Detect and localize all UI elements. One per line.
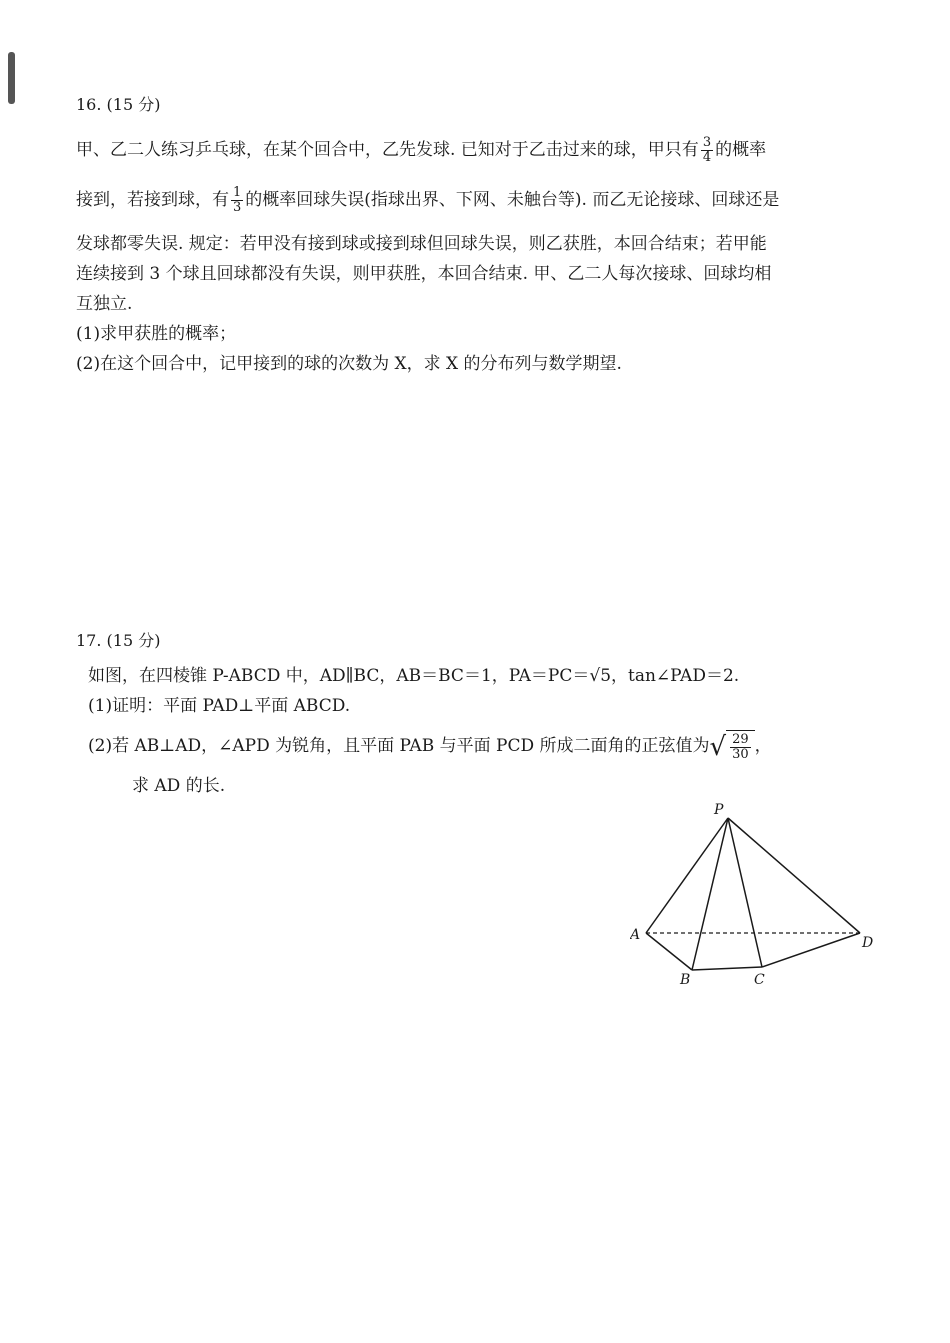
q17-subquestion-2: (2)若 AB⊥AD，∠APD 为锐角，且平面 PAB 与平面 PCD 所成二面角的正弦值为 √ $\frac{29}{30}$ ，: [88, 731, 772, 762]
q16-line-1: [76, 125, 876, 175]
fraction-3-4: $\frac{3}{4}$: [702, 135, 712, 165]
edge-AB: [646, 933, 692, 970]
q16-subquestion-2: (2)在这个回合中，记甲接到的球的次数为 X，求 X 的分布列与数学期望.: [76, 354, 622, 374]
q17-subquestion-2-cont: 求 AD 的长.: [132, 776, 226, 796]
q16-text-2b: 的概率回球失误(指球出界、下网、未触台等). 而乙无论接球、回球还是: [245, 190, 780, 210]
edge-PB: [692, 818, 728, 970]
q16-subquestion-1: (1)求甲获胜的概率；: [76, 324, 237, 344]
question-17: [76, 628, 876, 801]
q16-text-2a: 接到，若接到球，有: [76, 190, 229, 210]
label-C: C: [754, 972, 765, 988]
edge-PA: [646, 818, 728, 933]
q16-line-3: 发球都零失误. 规定：若甲没有接到球或接到球但回球失误，则乙获胜，本回合结束；若甲能: [76, 234, 767, 254]
pyramid-figure: [630, 795, 890, 995]
question-16-number: 16. (15 分): [76, 95, 161, 114]
label-D: D: [862, 935, 874, 951]
label-B: B: [680, 972, 691, 988]
q16-line-2: [76, 175, 876, 225]
question-17-number: 17. (15 分): [76, 631, 161, 650]
q17-text-2a: (2)若 AB⊥AD，∠APD 为锐角，且平面 PAB 与平面 PCD 所成二面角的正弦值为: [88, 736, 710, 756]
question-16: [76, 92, 876, 379]
q16-text-1a: 甲、乙二人练习乒乓球，在某个回合中，乙先发球. 已知对于乙击过来的球，甲只有: [76, 140, 699, 160]
q17-intro: 如图，在四棱锥 P-ABCD 中，AD∥BC，AB＝BC＝1，PA＝PC＝√5，tan∠PAD＝2.: [88, 666, 740, 686]
q16-text-1b: 的概率: [715, 140, 767, 160]
fraction-1-3: $\frac{1}{3}$: [233, 185, 242, 215]
sqrt-29-30: √ $\frac{29}{30}$: [709, 730, 754, 764]
edge-BC: [692, 967, 762, 970]
label-A: A: [630, 927, 641, 943]
q16-line-4: 连续接到 3 个球且回球都没有失误，则甲获胜，本回合结束. 甲、乙二人每次接球、回球均相: [76, 264, 772, 284]
q17-subquestion-1: (1)证明：平面 PAD⊥平面 ABCD.: [88, 696, 351, 716]
scan-edge-mark: [8, 52, 15, 104]
edge-PC: [728, 818, 762, 967]
label-P: P: [714, 802, 724, 818]
q16-line-5: 互独立.: [76, 294, 133, 314]
edge-PD: [728, 818, 860, 933]
edge-CD: [762, 933, 860, 967]
